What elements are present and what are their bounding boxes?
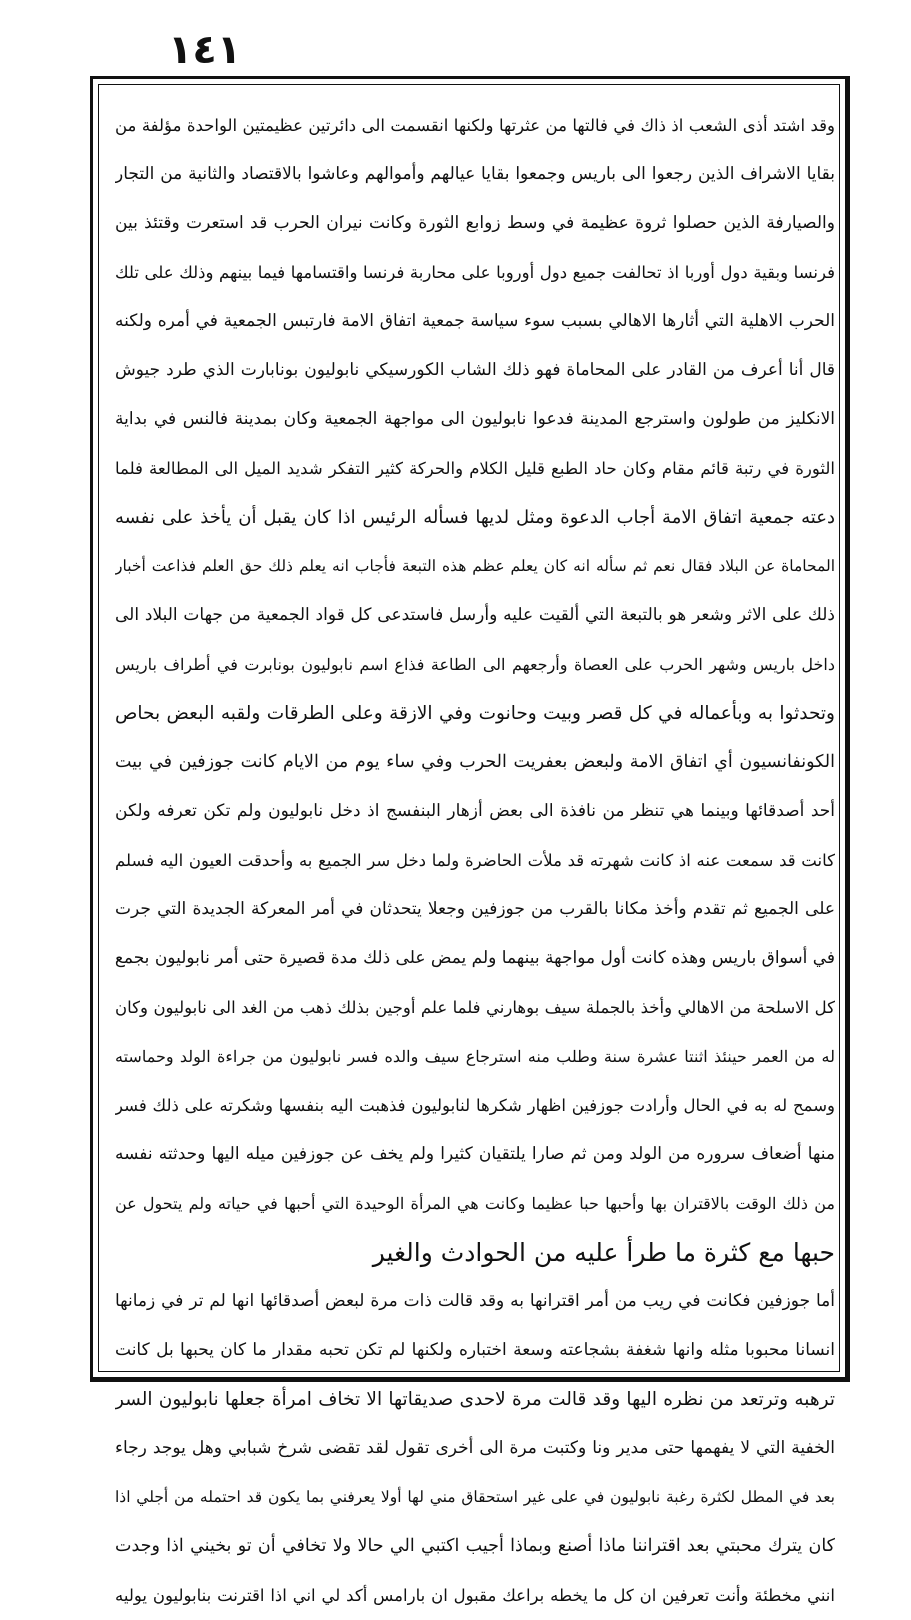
text-line: على الجميع ثم تقدم وأخذ مكانا بالقرب من جوزفين وجعلا يتحدثان في أمر المعركة الجديدة التي جرت [115,899,835,919]
text-line: الخفية التي لا يفهمها حتى مدير ونا وكتبت مرة الى أخرى تقول لقد تقضى شرخ شبابي وهل يوجد رجاء [115,1438,835,1458]
text-line: انسانا محبوبا مثله وانها شغفة بشجاعته وسعة اختباره ولكنها لم تكن تحبه مقدار ما كان يحبها بل كانت [115,1340,835,1360]
text-line: له من العمر حينئذ اثنتا عشرة سنة وطلب منه استرجاع سيف والده فسر نابوليون من جراءة الولد وحماسته [115,1047,835,1066]
text-line: الانكليز من طولون واسترجع المدينة فدعوا نابوليون الى مواجهة الجمعية وكان بمدينة فالنس في بداية [115,409,835,429]
text-line: وسمح له به في الحال وأرادت جوزفين اظهار شكرها لنابوليون فذهبت اليه بنفسها وشكرته على ذلك فسر [115,1096,835,1115]
page-frame [90,76,850,1605]
text-line: ترهبه وترتعد من نظره اليها وقد قالت مرة لاحدى صديقاتها الا تخاف امرأة جعلها نابوليون السر [115,1389,835,1410]
text-line: انني مخطئة وأنت تعرفين ان كل ما يخطه براعك مقبول ان بارامس أكد لي اني اذا اقترنت بنابوليون يوليه [115,1586,835,1605]
text-line: حبها مع كثرة ما طرأ عليه من الحوادث والغير [372,1238,835,1267]
text-line: المحاماة عن البلاد فقال نعم ثم سأله انه كان يعلم عظم هذه التبعة فأجاب انه يعلم ذلك حق العلم فذاعت أخبار [115,557,835,575]
text-line: دعته جمعية اتفاق الامة أجاب الدعوة ومثل لديها فسأله الرئيس اذا كان يقبل أن يأخذ على نفسه [115,507,835,528]
text-line: كل الاسلحة من الاهالي وأخذ بالجملة سيف بوهارني فلما علم أوجين بذلك ذهب من الغد الى نابوليون وكان [115,998,835,1017]
text-line: داخل باريس وشهر الحرب على العصاة وأرجعهم الى الطاعة فذاع اسم نابوليون بونابرت في أطراف باريس [115,655,835,674]
text-line: الحرب الاهلية التي أثارها الاهالي بسبب سوء سياسة جمعية اتفاق الامة فارتبس الجمعية في أمره ولكنه [115,311,835,331]
body-text [115,101,835,1605]
text-line: بعد في المطل لكثرة رغبة نابوليون في على غير استحقاق مني لها أولا يعرفني بما يكون قد احتمله من أجلي اذا [115,1488,835,1506]
text-line: والصيارفة الذين حصلوا ثروة عظيمة في وسط زوابع الثورة وكانت نيران الحرب قد استعرت وقتئذ بين [115,213,835,233]
text-line: منها أضعاف سروره من الولد ومن ثم صارا يلتقيان كثيرا ولم يخف عن جوزفين ميله اليها وحدثته نفسه [115,1144,835,1164]
text-line: فرنسا وبقية دول أوربا اذ تحالفت جميع دول أوروبا على محاربة فرنسا واقتسامها فيما بينهم وذلك على تلك [115,263,835,282]
text-line: ذلك على الاثر وشعر هو بالتبعة التي ألقيت عليه وأرسل فاستدعى كل قواد الجمعية من جهات البلاد الى [115,605,835,625]
text-line: أحد أصدقائها وبينما هي تنظر من نافذة الى بعض أزهار البنفسج اذ دخل نابوليون ولم تكن تعرفه ولكن [115,801,835,821]
text-line: من ذلك الوقت بالاقتران بها وأحبها حبا عظيما وكانت هي المرأة الوحيدة التي أحبها في حياته ولم يتحول عن [115,1194,835,1213]
text-line: بقايا الاشراف الذين رجعوا الى باريس وجمعوا بقايا عيالهم وأموالهم وعاشوا بالاقتصاد والثانية من التجار [115,164,835,184]
text-line: في أسواق باريس وهذه كانت أول مواجهة بينهما ولم يمض على ذلك مدة قصيرة حتى أمر نابوليون بجمع [115,948,835,968]
text-line: أما جوزفين فكانت في ريب من أمر اقترانها به وقد قالت ذات مرة لبعض أصدقائها انها لم تر في زمانها [115,1291,835,1311]
text-line: الثورة في رتبة قائم مقام وكان حاد الطبع قليل الكلام والحركة كثير التفكر شديد الميل الى المطالعة فلما [115,459,835,478]
text-line: كان يترك محبتي بعد اقتراننا ماذا أصنع وبماذا أجيب اكتبي الي حالا ولا تخافي أن تو بخيني اذا وجدت [115,1536,835,1556]
text-line: وقد اشتد أذى الشعب اذ ذاك في فالتها من عثرتها ولكنها انقسمت الى دائرتين عظيمتين الواحدة مؤلفة من [115,116,835,135]
text-line: وتحدثوا به وبأعماله في كل قصر وبيت وحانوت وفي الازقة وعلى الطرقات ولقبه البعض بحاص [115,703,835,724]
text-line: كانت قد سمعت عنه اذ كانت شهرته قد ملأت الحاضرة ولما دخل سر الجميع به وأحدقت العيون اليه فسلم [115,851,835,870]
text-line: الكونفانسيون أي اتفاق الامة ولبعض بعفريت الحرب وفي ساء يوم من الايام كانت جوزفين في بيت [115,752,835,772]
text-line: قال أنا أعرف من القادر على المحاماة فهو ذلك الشاب الكورسيكي نابوليون بونابارت الذي طرد جيوش [115,360,835,380]
page-number: ١٤١ [168,27,242,73]
